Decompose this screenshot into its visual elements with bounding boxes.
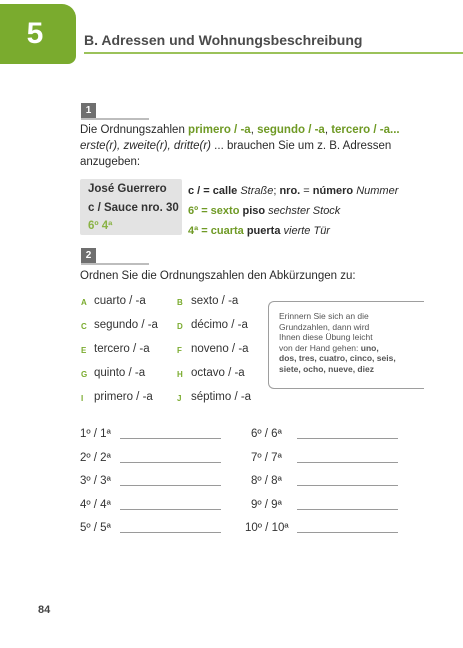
tip-line: Ihnen diese Übung leicht [279,332,373,342]
answer-blank[interactable] [297,485,398,486]
translation: Straße [240,185,274,197]
separator: ; [273,185,280,197]
answer-label: 4º / 4ª [80,499,111,511]
tip-number-words: siete, ocho, nueve, diez [279,363,374,374]
exercise-1-badge: 1 [81,103,96,118]
explanation-sexto [188,202,340,221]
tip-line: Grundzahlen, dann wird [279,321,370,332]
tip-text-part: von der Hand gehen: [279,342,361,353]
translation: vierte Tür [283,225,330,237]
option-word: sexto / -a [191,295,239,307]
answer-blank[interactable] [120,532,221,533]
ordinal-tercero: tercero / -a... [331,124,400,136]
option-word: cuarto / -a [94,295,146,307]
ordinal-segundo: segundo / -a [257,124,325,136]
option-word: séptimo / -a [191,391,252,403]
answer-blank[interactable] [297,532,398,533]
option-word: primero / -a [94,391,153,403]
abbr: c / = [188,185,213,197]
chapter-number-tab [0,4,76,64]
answer-label: 2º / 2ª [80,452,111,464]
address-name: José Guerrero [88,183,167,195]
answer-label: 8º / 8ª [251,475,282,487]
answer-blank[interactable] [120,509,221,510]
answer-blank[interactable] [120,462,221,463]
option-letter: B [177,298,183,307]
spanish-word: puerta [246,225,281,237]
header-divider [84,52,463,54]
exercise-1-intro-line-3: anzugeben: [80,156,141,168]
answer-label: 5º / 5ª [80,522,111,534]
abbr: 6º = [188,205,211,217]
translation: Nummer [356,185,399,197]
explanation-cuarta [188,222,330,241]
option-word: noveno / -a [191,343,249,355]
option-letter: I [81,394,84,403]
address-floor-door: 6º 4ª [88,220,113,232]
option-word: segundo / -a [94,319,158,331]
exercise-2-instruction: Ordnen Sie die Ordnungszahlen den Abkürzungen zu: [80,270,356,282]
chapter-title: B. Adressen und Wohnungsbeschreibung [84,32,363,48]
answer-blank[interactable] [120,485,221,486]
tip-text [279,311,417,374]
option-letter: H [177,370,183,379]
answer-label: 7º / 7ª [251,452,282,464]
option-letter: E [81,346,87,355]
page-number: 84 [38,604,51,616]
answer-label: 9º / 9ª [251,499,282,511]
translation: sechster Stock [268,205,341,217]
chapter-number: 5 [26,17,44,50]
exercise-1-intro-line-1 [80,122,400,138]
spanish-word: piso [242,205,266,217]
option-word: décimo / -a [191,319,248,331]
spanish-word: calle [212,185,238,197]
ordinal-primero: primero / -a [188,124,251,136]
option-word: tercero / -a [94,343,150,355]
exercise-1-intro-line-2 [80,138,391,154]
spanish-word: número [312,185,354,197]
address-street: c / Sauce nro. 30 [88,202,179,214]
option-letter: F [177,346,182,355]
answer-blank[interactable] [297,438,398,439]
explanation-calle [188,182,398,201]
tip-number-words: uno, [360,342,379,353]
intro-text: ... brauchen Sie um z. B. Adressen [210,140,392,152]
tip-line: Erinnern Sie sich an die [279,311,369,321]
tip-number-words: dos, tres, cuatro, cinco, seis, [279,353,396,363]
comma: , [250,124,258,136]
option-letter: G [81,370,88,379]
tip-line [279,343,417,354]
abbr: nro. [279,185,301,197]
ordinal-word: sexto [210,205,240,217]
exercise-2-badge: 2 [81,248,96,263]
ordinal-word: cuarta [210,225,244,237]
intro-text: Die Ordnungszahlen [80,124,189,136]
option-letter: A [81,298,87,307]
answer-label: 1º / 1ª [80,428,111,440]
equals: = [300,185,313,197]
answer-blank[interactable] [297,509,398,510]
answer-blank[interactable] [120,438,221,439]
option-letter: D [177,322,183,331]
option-word: octavo / -a [191,367,245,379]
exercise-2-underline [81,263,149,265]
option-word: quinto / -a [94,367,146,379]
abbr: 4ª = [188,225,211,237]
answer-label: 3º / 3ª [80,475,111,487]
answer-label: 10º / 10ª [245,522,289,534]
exercise-1-underline [81,118,149,120]
option-letter: C [81,322,87,331]
comma: , [324,124,332,136]
answer-label: 6º / 6ª [251,428,282,440]
answer-blank[interactable] [297,462,398,463]
german-ordinals: erste(r), zweite(r), dritte(r) [80,140,211,152]
option-letter: J [177,394,182,403]
